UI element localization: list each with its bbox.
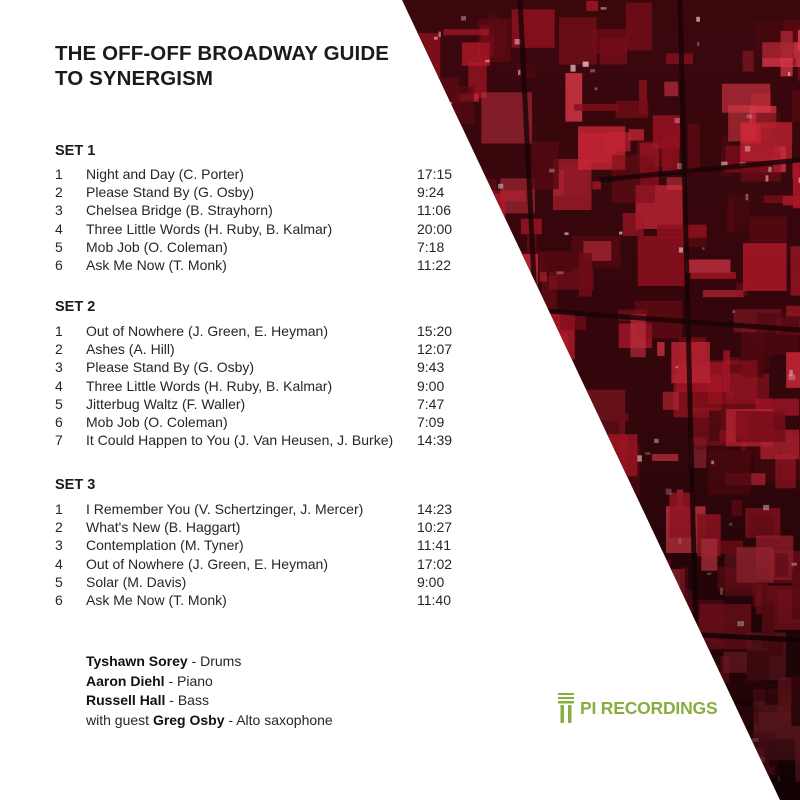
track-number: 4 [55, 555, 63, 572]
photo-texture-block [444, 735, 456, 773]
musician-role: - Drums [187, 653, 242, 669]
track-row [55, 256, 475, 274]
photo-texture-block [487, 290, 533, 328]
musician-role: - Bass [165, 692, 209, 708]
track-title: What's New (B. Haggart) [86, 519, 241, 536]
photo-highlight [666, 623, 670, 628]
track-title: Mob Job (O. Coleman) [86, 414, 228, 430]
photo-texture-block [536, 601, 564, 649]
photo-texture-block [521, 356, 560, 373]
photo-highlight [498, 449, 504, 452]
photo-highlight [419, 664, 426, 669]
photo-highlight [553, 442, 557, 446]
guest-musician-role: - Alto saxophone [224, 711, 333, 728]
track-title: Ask Me Now (T. Monk) [86, 257, 227, 273]
track-number: 1 [55, 166, 63, 182]
track-number: 6 [55, 414, 63, 430]
track-row [55, 377, 475, 395]
logo-wordmark: PI RECORDINGS [580, 697, 718, 718]
photo-highlight [421, 472, 427, 476]
photo-highlight [413, 489, 416, 495]
photo-texture-block [538, 324, 552, 339]
photo-texture-block [626, 560, 670, 576]
photo-highlight [487, 217, 490, 221]
track-duration: 12:07 [417, 341, 453, 358]
photo-texture-block [555, 542, 594, 577]
track-duration: 17:02 [417, 555, 453, 572]
photo-texture-block [412, 477, 429, 495]
set-heading: SET 2 [55, 299, 96, 315]
track-number: 3 [55, 202, 63, 219]
photo-texture-block [400, 737, 419, 753]
track-duration: 11:41 [417, 537, 451, 554]
photo-texture-block [564, 788, 582, 796]
photo-texture-block [677, 739, 684, 785]
set-heading: SET 1 [55, 143, 96, 159]
track-title: Jitterbug Waltz (F. Waller) [86, 395, 246, 412]
album-title-line-2: TO SYNERGISM [55, 66, 214, 90]
photo-highlight [600, 597, 607, 601]
photo-texture-block [463, 611, 493, 660]
photo-texture-block [501, 705, 547, 742]
photo-texture-block [483, 328, 521, 360]
track-title: Contemplation (M. Tyner) [86, 537, 244, 554]
photo-texture-block [562, 371, 568, 418]
photo-texture-block [496, 769, 545, 800]
photo-highlight [504, 561, 508, 567]
set-heading: SET 3 [55, 477, 96, 493]
photo-highlight [599, 448, 603, 453]
photo-texture-block [647, 577, 660, 624]
pi-logo-icon [558, 693, 574, 723]
photo-texture-block [645, 772, 686, 800]
track-duration: 14:39 [417, 432, 453, 449]
photo-texture-block [657, 634, 699, 650]
photo-texture-block [617, 655, 643, 671]
guest-prefix: with guest [86, 711, 153, 728]
track-row [55, 431, 475, 449]
photo-texture-block [703, 657, 712, 695]
photo-highlight [695, 681, 699, 685]
photo-texture-block [511, 419, 555, 458]
track-number: 1 [55, 501, 63, 517]
track-duration: 20:00 [417, 220, 453, 237]
photo-texture-block [502, 491, 524, 521]
track-row [55, 573, 475, 591]
album-title-line-1: THE OFF-OFF BROADWAY GUIDE [55, 42, 390, 65]
photo-texture-block [461, 740, 490, 752]
track-duration: 10:27 [417, 519, 453, 536]
track-row [55, 183, 475, 201]
personnel-credits [86, 652, 333, 730]
credit-line [86, 652, 333, 672]
track-row [55, 165, 475, 183]
photo-texture-block [561, 727, 604, 734]
photo-texture-block [545, 559, 555, 584]
photo-texture-block [642, 757, 657, 769]
photo-texture-block [576, 644, 623, 668]
photo-texture-block [600, 566, 606, 580]
track-row [55, 322, 475, 340]
musician-role: - Piano [164, 672, 213, 689]
musician-name: Aaron Diehl [86, 672, 165, 689]
track-row [55, 340, 475, 358]
photo-highlight [517, 696, 521, 701]
photo-highlight [618, 619, 621, 622]
guest-credit-line [86, 711, 333, 731]
photo-texture-block [421, 616, 459, 655]
photo-texture-block [606, 503, 618, 551]
photo-texture-block [574, 491, 581, 526]
track-number: 3 [55, 359, 63, 376]
track-row [55, 500, 475, 518]
track-number: 5 [55, 573, 63, 590]
photo-texture-block [500, 686, 543, 707]
track-number: 5 [55, 395, 63, 412]
photo-texture-block [723, 791, 757, 800]
photo-highlight [730, 743, 733, 749]
track-row [55, 555, 475, 573]
track-row [55, 413, 475, 431]
pi-recordings-logo [558, 693, 717, 723]
track-number: 2 [55, 184, 63, 201]
track-row [55, 395, 475, 413]
track-title: I Remember You (V. Schertzinger, J. Mercer) [86, 501, 364, 517]
track-title: Night and Day (C. Porter) [86, 166, 244, 182]
photo-highlight [628, 581, 633, 587]
photo-texture-block [407, 102, 439, 135]
photo-texture-block [650, 605, 657, 649]
musician-name: Tyshawn Sorey [86, 653, 188, 669]
photo-texture-block [424, 718, 469, 749]
photo-highlight [651, 583, 656, 588]
track-title: Please Stand By (G. Osby) [86, 359, 255, 376]
photo-texture-block [498, 524, 508, 535]
photo-texture-block [497, 365, 549, 390]
track-title: Three Little Words (H. Ruby, B. Kalmar) [86, 377, 333, 394]
track-title: Ashes (A. Hill) [86, 341, 175, 358]
track-number: 5 [55, 238, 63, 255]
photo-highlight [513, 410, 516, 414]
track-duration: 9:24 [417, 184, 445, 201]
photo-texture-block [688, 734, 727, 743]
photo-texture-block [415, 109, 425, 120]
track-title: Solar (M. Davis) [86, 573, 187, 590]
track-duration: 9:00 [417, 377, 445, 394]
photo-texture-block [433, 80, 440, 113]
photo-highlight [686, 644, 690, 651]
track-row [55, 518, 475, 536]
photo-texture-block [542, 649, 572, 667]
photo-texture-block [684, 649, 710, 657]
photo-highlight [511, 403, 516, 407]
photo-texture-block [669, 647, 675, 687]
photo-highlight [521, 419, 527, 421]
track-duration: 17:15 [417, 166, 453, 182]
photo-texture-block [458, 726, 483, 759]
photo-texture-block [559, 767, 582, 782]
photo-highlight [524, 505, 526, 509]
photo-highlight [692, 789, 695, 793]
track-duration: 9:43 [417, 359, 445, 376]
photo-texture-block [506, 466, 531, 503]
track-number: 3 [55, 537, 63, 554]
photo-highlight [696, 643, 702, 650]
track-duration: 7:47 [417, 395, 445, 412]
track-duration: 9:00 [417, 573, 445, 590]
track-number: 6 [55, 592, 63, 608]
photo-texture-block [529, 546, 578, 585]
track-number: 6 [55, 257, 63, 273]
photo-highlight [457, 490, 463, 497]
photo-texture-block [427, 673, 464, 707]
photo-texture-block [587, 647, 627, 677]
photo-texture-block [458, 458, 468, 474]
credit-line [86, 691, 333, 711]
track-number: 4 [55, 377, 63, 394]
photo-texture-block [683, 785, 728, 800]
track-duration: 15:20 [417, 323, 453, 339]
photo-highlight [722, 727, 725, 730]
track-row [55, 358, 475, 376]
photo-texture-block [516, 529, 526, 561]
photo-highlight [517, 487, 519, 493]
photo-texture-block [712, 672, 722, 692]
photo-texture-block [481, 578, 500, 595]
track-title: It Could Happen to You (J. Van Heusen, J. Burke) [86, 432, 394, 449]
photo-texture-block [626, 544, 644, 560]
photo-highlight [604, 501, 608, 504]
photo-highlight [437, 712, 440, 718]
photo-texture-block [551, 729, 570, 769]
track-duration: 11:22 [417, 257, 451, 273]
photo-texture-block [655, 738, 662, 785]
track-title: Mob Job (O. Coleman) [86, 238, 228, 255]
track-row [55, 220, 475, 238]
track-title: Out of Nowhere (J. Green, E. Heyman) [86, 323, 328, 339]
photo-texture-block [493, 404, 533, 450]
photo-highlight [482, 613, 484, 616]
photo-texture-block [474, 775, 521, 800]
track-title: Three Little Words (H. Ruby, B. Kalmar) [86, 220, 333, 237]
musician-name: Russell Hall [86, 692, 166, 708]
photo-texture-block [549, 726, 584, 765]
photo-highlight [570, 678, 575, 685]
track-row [55, 591, 475, 609]
track-number: 2 [55, 341, 63, 358]
photo-highlight [771, 794, 776, 796]
track-title: Chelsea Bridge (B. Strayhorn) [86, 202, 273, 219]
photo-texture-block [548, 369, 565, 410]
track-duration: 7:09 [417, 414, 445, 430]
track-number: 4 [55, 220, 63, 237]
album-title [55, 42, 389, 91]
photo-texture-block [541, 576, 570, 583]
photo-texture-block [401, 669, 447, 677]
track-duration: 11:06 [417, 202, 451, 219]
track-number: 7 [55, 432, 63, 449]
track-row [55, 536, 475, 554]
photo-texture-block [406, 448, 412, 478]
photo-texture-block [433, 742, 475, 761]
photo-highlight [488, 636, 493, 640]
guest-musician-name: Greg Osby [152, 711, 225, 728]
photo-texture-block [443, 463, 473, 479]
photo-texture-block [430, 618, 474, 666]
photo-texture-block [457, 699, 478, 729]
track-duration: 7:18 [417, 238, 445, 255]
track-duration: 11:40 [417, 592, 451, 608]
photo-highlight [603, 760, 609, 767]
photo-highlight [520, 365, 527, 369]
photo-texture-block [588, 621, 594, 635]
photo-texture-block [439, 752, 473, 774]
credit-line [86, 672, 333, 692]
track-title: Please Stand By (G. Osby) [86, 184, 255, 201]
track-duration: 14:23 [417, 501, 453, 517]
photo-texture-block [469, 678, 508, 726]
track-number: 2 [55, 519, 63, 536]
photo-texture-block [522, 546, 563, 556]
photo-texture-block [615, 601, 645, 625]
photo-texture-block [687, 784, 738, 800]
photo-texture-block [662, 617, 676, 643]
track-row [55, 238, 475, 256]
track-row [55, 201, 475, 219]
photo-texture-block [464, 612, 507, 619]
track-number: 1 [55, 323, 63, 339]
track-title: Ask Me Now (T. Monk) [86, 592, 227, 608]
track-title: Out of Nowhere (J. Green, E. Heyman) [86, 555, 328, 572]
photo-texture-block [561, 366, 572, 411]
photo-texture-block [499, 582, 546, 606]
photo-texture-block [532, 602, 573, 633]
photo-texture-block [533, 425, 567, 442]
